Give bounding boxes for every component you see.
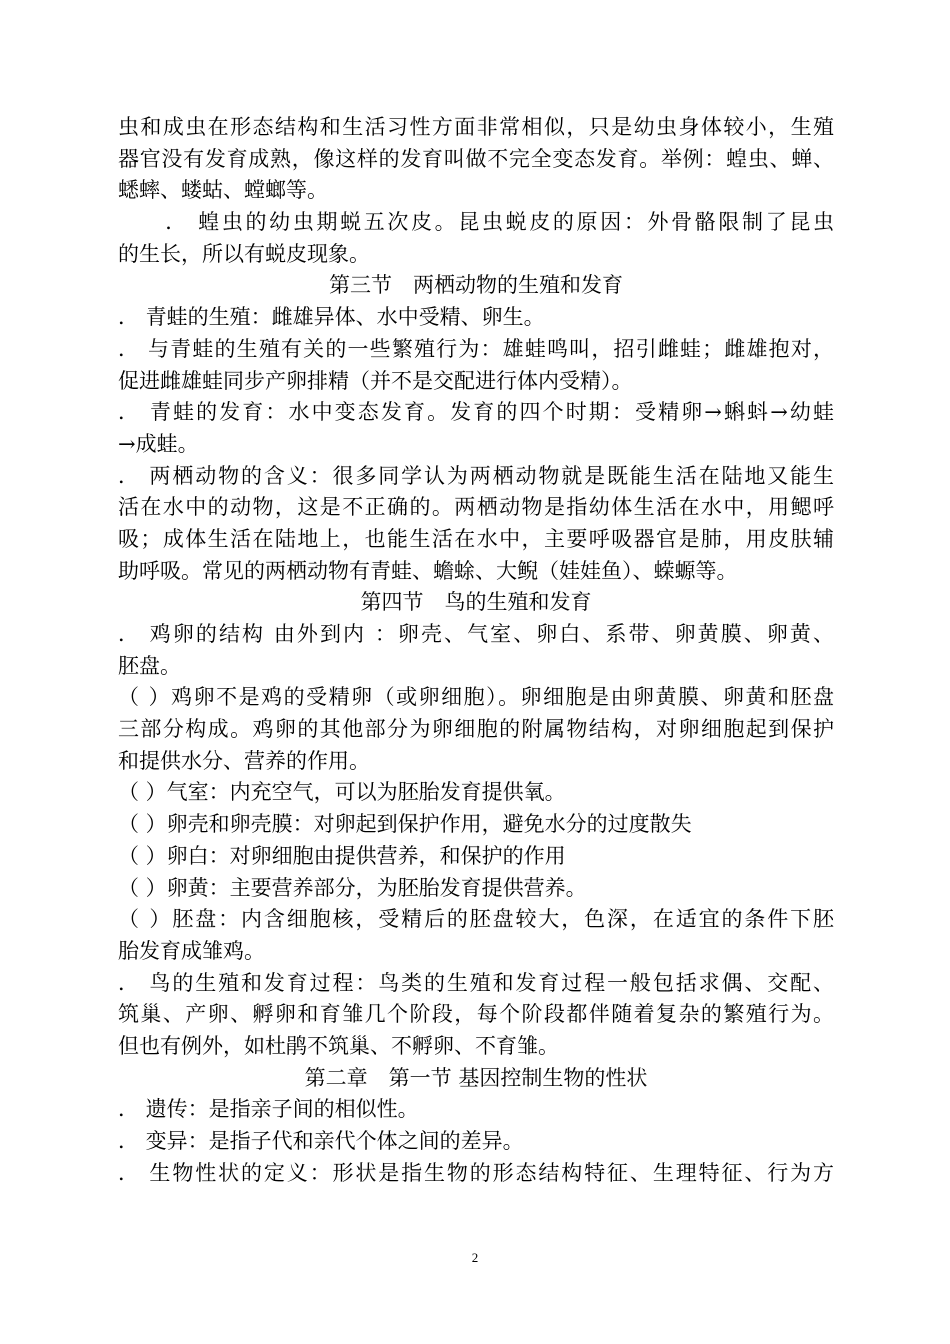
text-line: （ ）卵黄：主要营养部分，为胚胎发育提供营养。 [118, 875, 587, 900]
text-line: 蟋蟀、蝼蛄、螳螂等。 [118, 178, 328, 203]
page-body [118, 112, 834, 1189]
text-line: 胎发育成雏鸡。 [118, 938, 265, 963]
text-line: ． 生物性状的定义：形状是指生物的形态结构特征、生理特征、行为方 [118, 1160, 834, 1185]
text-line: 活在水中的动物，这是不正确的。两栖动物是指幼体生活在水中，用鳃呼 [118, 495, 834, 520]
text-line: （ ）鸡卵不是鸡的受精卵（或卵细胞）。卵细胞是由卵黄膜、卵黄和胚盘 [118, 685, 834, 710]
text-line: 和提供水分、营养的作用。 [118, 748, 370, 773]
text-line: 但也有例外，如杜鹃不筑巢、不孵卵、不育雏。 [118, 1033, 559, 1058]
text-line: 助呼吸。常见的两栖动物有青蛙、蟾蜍、大鲵（娃娃鱼）、蝾螈等。 [118, 558, 738, 583]
text-line: ． 青蛙的发育：水中变态发育。发育的四个时期：受精卵→蝌蚪→幼蛙 [118, 400, 834, 425]
text-line: 三部分构成。鸡卵的其他部分为卵细胞的附属物结构，对卵细胞起到保护 [118, 717, 834, 742]
text-line: 促进雌雄蛙同步产卵排精（并不是交配进行体内受精）。 [118, 368, 633, 393]
text-line: ． 遗传：是指亲子间的相似性。 [118, 1097, 419, 1122]
text-line: ． 与青蛙的生殖有关的一些繁殖行为：雄蛙鸣叫，招引雌蛙；雌雄抱对， [118, 336, 834, 361]
text-line: →成蛙。 [118, 431, 199, 456]
section-heading: 第二章 第一节 基因控制生物的性状 [304, 1065, 648, 1090]
text-line: ． 蝗虫的幼虫期蜕五次皮。昆虫蜕皮的原因：外骨骼限制了昆虫 [118, 210, 834, 235]
text-line: （ ）卵壳和卵壳膜：对卵起到保护作用，避免水分的过度散失 [118, 812, 692, 837]
page-number: 2 [471, 1250, 479, 1265]
section-heading: 第四节 鸟的生殖和发育 [360, 590, 592, 615]
text-line: 虫和成虫在形态结构和生活习性方面非常相似，只是幼虫身体较小，生殖 [118, 115, 834, 139]
text-line: 筑巢、产卵、孵卵和育雏几个阶段，每个阶段都伴随着复杂的繁殖行为。 [118, 1002, 834, 1027]
section-heading: 第三节 两栖动物的生殖和发育 [329, 273, 623, 298]
text-line: ． 两栖动物的含义：很多同学认为两栖动物就是既能生活在陆地又能生 [118, 463, 834, 488]
text-line: 吸；成体生活在陆地上，也能生活在水中，主要呼吸器官是肺，用皮肤辅 [118, 526, 834, 551]
text-line: ． 鸡卵的结构 由外到内 ：卵壳、气室、卵白、系带、卵黄膜、卵黄、 [118, 622, 834, 646]
text-line: ． 青蛙的生殖：雌雄异体、水中受精、卵生。 [118, 305, 545, 330]
text-line: ． 鸟的生殖和发育过程：鸟类的生殖和发育过程一般包括求偶、交配、 [118, 970, 834, 995]
text-line: 器官没有发育成熟，像这样的发育叫做不完全变态发育。举例：蝗虫、蝉、 [118, 146, 834, 171]
text-line: （ ）胚盘：内含细胞核，受精后的胚盘较大，色深，在适宜的条件下胚 [118, 907, 834, 932]
text-line: 胚盘。 [118, 653, 181, 678]
text-line: ． 变异：是指子代和亲代个体之间的差异。 [118, 1129, 524, 1153]
text-line: （ ）气室：内充空气，可以为胚胎发育提供氧。 [118, 780, 566, 805]
text-line: 的生长，所以有蜕皮现象。 [118, 241, 370, 266]
text-line: （ ）卵白：对卵细胞由提供营养，和保护的作用 [118, 843, 566, 868]
